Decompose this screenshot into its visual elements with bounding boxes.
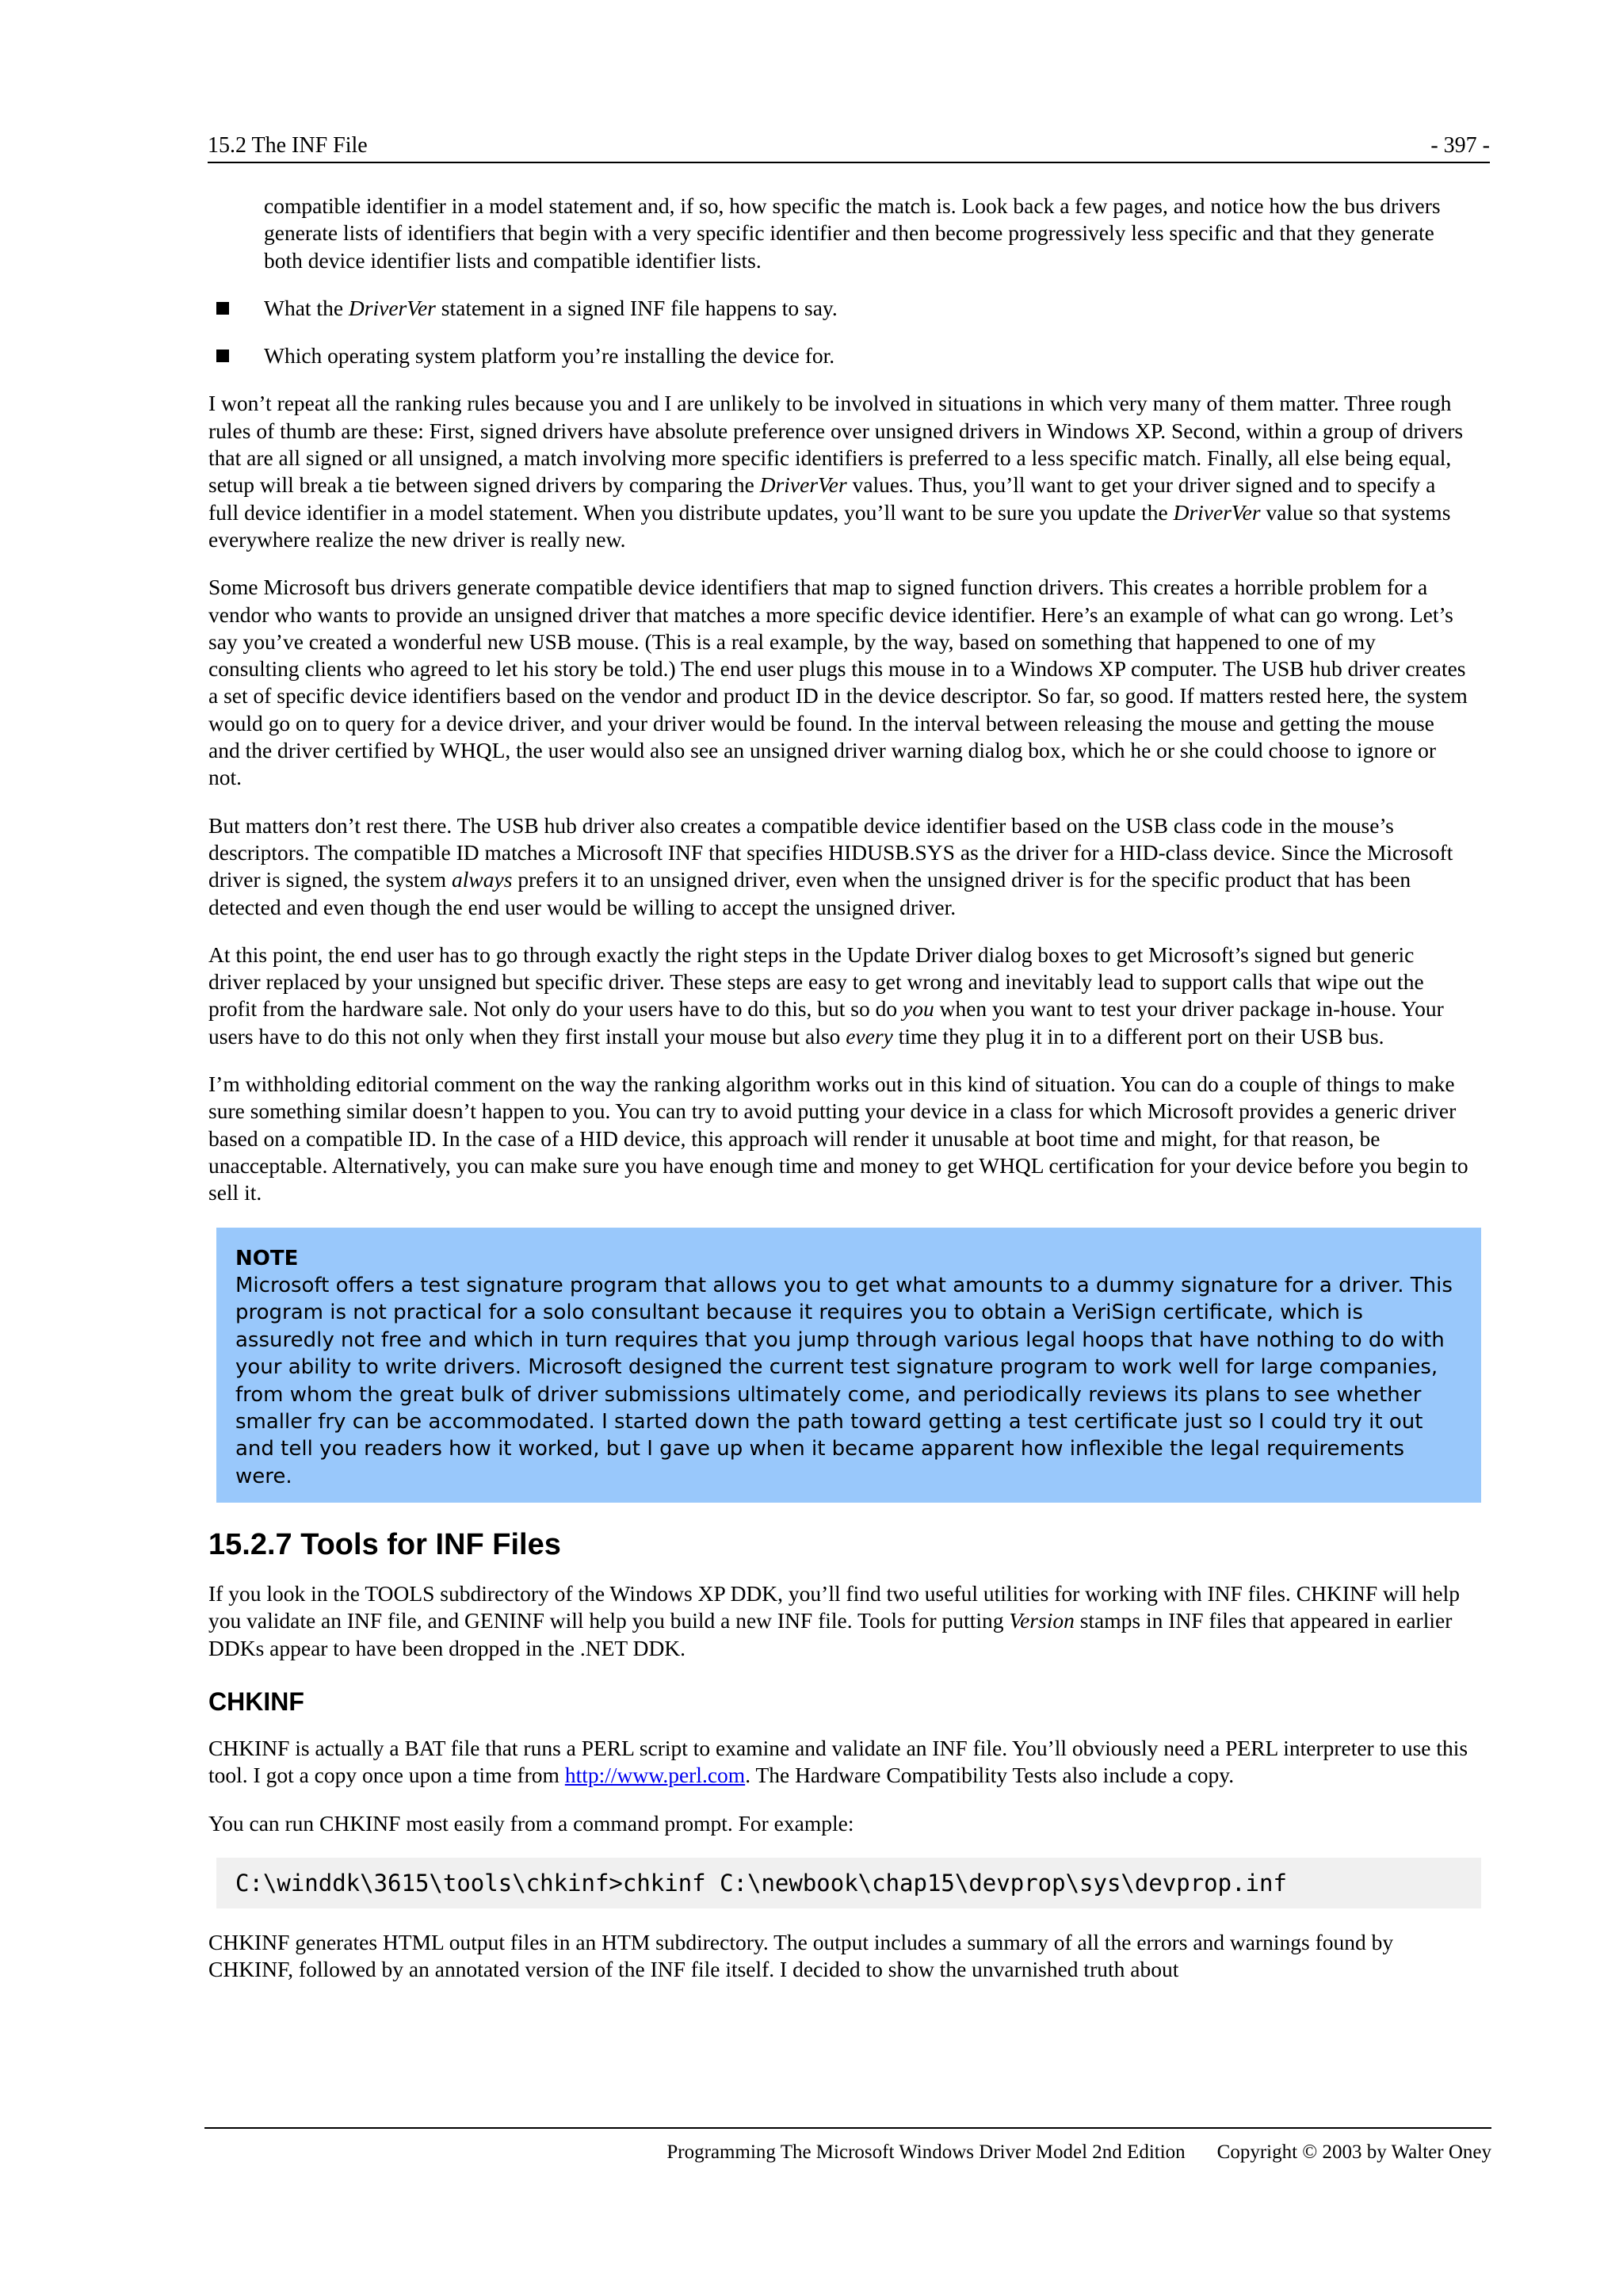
continued-bullet-text: compatible identifier in a model statement and, if so, how specific the match is. Look back a few pages, and notice how the bus drivers generate lists of identifiers that begin with a very specific identifier and then become progressively less specific and that they generate both device identifier lists and compatible identifier lists. (264, 193, 1441, 273)
paragraph-update-steps: At this point, the end user has to go through exactly the right steps in the Update Driver dialog boxes to get Microsoft’s signed but generic driver replaced by your unsigned but specific driver. These steps are easy to get wrong and inevitably lead to support calls that wipe out the profit from the hardware sale. Not only do your users have to do this, but so do you when you want to test your driver package in-house. Your users have to do this not only when they first install your mouse but also every time they plug it in to a different port on their USB bus. (208, 942, 1444, 1049)
page-header (208, 132, 1490, 163)
footer-copyright: Copyright © 2003 by Walter Oney (1216, 2141, 1491, 2163)
note-box (216, 1228, 1481, 1503)
section-heading-tools: 15.2.7 Tools for INF Files (208, 1528, 561, 1562)
header-section-title: 15.2 The INF File (208, 133, 368, 158)
paragraph-ranking-rules: I won’t repeat all the ranking rules because you and I are unlikely to be involved in situations in which very many of them matter. Three rough rules of thumb are these: First, signed drivers have absolute preference over unsigned drivers in Windows XP. Second, within a group of drivers that are all signed or all unsigned, a match involving more specific identifiers is preferred to a less specific match. Finally, all else being equal, setup will break a tie between signed drivers by comparing the DriverVer values. Thus, you’ll want to get your driver signed and to specify a full device identifier in a model statement. When you distribute updates, you’ll want to be sure you update the DriverVer value so that systems everywhere realize the new driver is really new. (208, 391, 1464, 552)
note-title: NOTE (235, 1246, 299, 1270)
paragraph-chkinf-output: CHKINF generates HTML output files in an HTM subdirectory. The output includes a summary of all the errors and warnings found by CHKINF, followed by an annotated version of the INF file itself. I decided to show the unvarnished truth about (208, 1929, 1394, 1982)
paragraph-chkinf-run: You can run CHKINF most easily from a command prompt. For example: (208, 1810, 854, 1836)
paragraph-tools-intro: If you look in the TOOLS subdirectory of the Windows XP DDK, you’ll find two useful utilities for working with INF files. CHKINF will help you validate an INF file, and GENINF will help you build a new INF file. Tools for putting Version stamps in INF files that appeared in earlier DDKs appear to have been dropped in the .NET DDK. (208, 1581, 1461, 1660)
page-content (208, 193, 1468, 2004)
square-bullet-icon (216, 350, 229, 362)
bullet-item-os-platform: Which operating system platform you’re installing the device for. (208, 342, 1468, 369)
paragraph-usb-mouse: Some Microsoft bus drivers generate compatible device identifiers that map to signed function drivers. This creates a horrible problem for a vendor who wants to provide an unsigned driver that matches a more specific device identifier. Here’s an example of what can go wrong. Let’s say you’ve created a wonderful new USB mouse. (This is a real example, by the way, based on something that happened to one of my consulting clients who agreed to let his story be told.) The end user plugs this mouse in to a Windows XP computer. The USB hub driver creates a set of specific device identifiers based on the vendor and product ID in the device descriptor. So far, so good. If matters rested here, the system would go on to query for a device driver, and your driver would be found. In the interval between releasing the mouse and getting the mouse and the driver certified by WHQL, the user would also see an unsigned driver warning dialog box, which he or she could choose to ignore or not. (208, 575, 1468, 790)
bullet-item-driverver: What the DriverVer statement in a signed INF file happens to say. (208, 295, 1468, 322)
paragraph-chkinf-intro: CHKINF is actually a BAT file that runs a PERL script to examine and validate an INF file. You’ll obviously need a PERL interpreter to use this tool. I got a copy once upon a time from http://www.perl.com. The Hardware Compatibility Tests also include a copy. (208, 1736, 1468, 1788)
code-block-command: C:\winddk\3615\tools\chkinf>chkinf C:\newbook\chap15\devprop\sys\devprop.inf (216, 1858, 1481, 1908)
square-bullet-icon (216, 302, 229, 315)
paragraph-hub-driver: But matters don’t rest there. The USB hub driver also creates a compatible device identifier based on the USB class code in the mouse’s descriptors. The compatible ID matches a Microsoft INF that specifies HIDUSB.SYS as the driver for a HID-class device. Since the Microsoft driver is signed, the system always prefers it to an unsigned driver, even when the unsigned driver is for the specific product that has been detected and even though the end user would be willing to accept the unsigned driver. (208, 812, 1453, 919)
footer-book-title: Programming The Microsoft Windows Driver Model 2nd Edition (666, 2141, 1186, 2163)
header-page-number: - 397 - (1430, 133, 1490, 158)
subheading-chkinf: CHKINF (208, 1687, 304, 1717)
page-footer (204, 2127, 1491, 2165)
perl-link[interactable]: http://www.perl.com (564, 1763, 746, 1788)
paragraph-editorial: I’m withholding editorial comment on the way the ranking algorithm works out in this kind of situation. You can do a couple of things to make sure something similar doesn’t happen to you. You can try to avoid putting your device in a class for which Microsoft provides a generic driver based on a compatible ID. In the case of a HID device, this approach will render it unusable at boot time and might, for that reason, be unacceptable. Alternatively, you can make sure you have enough time and money to get WHQL certification for your device before you begin to sell it. (208, 1072, 1468, 1205)
note-text: Microsoft offers a test signature program that allows you to get what amounts to a dummy signature for a driver. This program is not practical for a solo consultant because it requires you to obtain a VeriSign certificate, which is assuredly not free and which in turn requires that you jump through various legal hoops that have nothing to do with your ability to write drivers. Microsoft designed the current test signature program to work well for large companies, from whom the great bulk of driver submissions ultimately come, and periodically reviews its plans to see whether smaller fry can be accommodated. I started down the path toward getting a test certificate just so I could try it out and tell you readers how it worked, but I gave up when it became apparent how inflexible the legal requirements were. (235, 1273, 1453, 1488)
